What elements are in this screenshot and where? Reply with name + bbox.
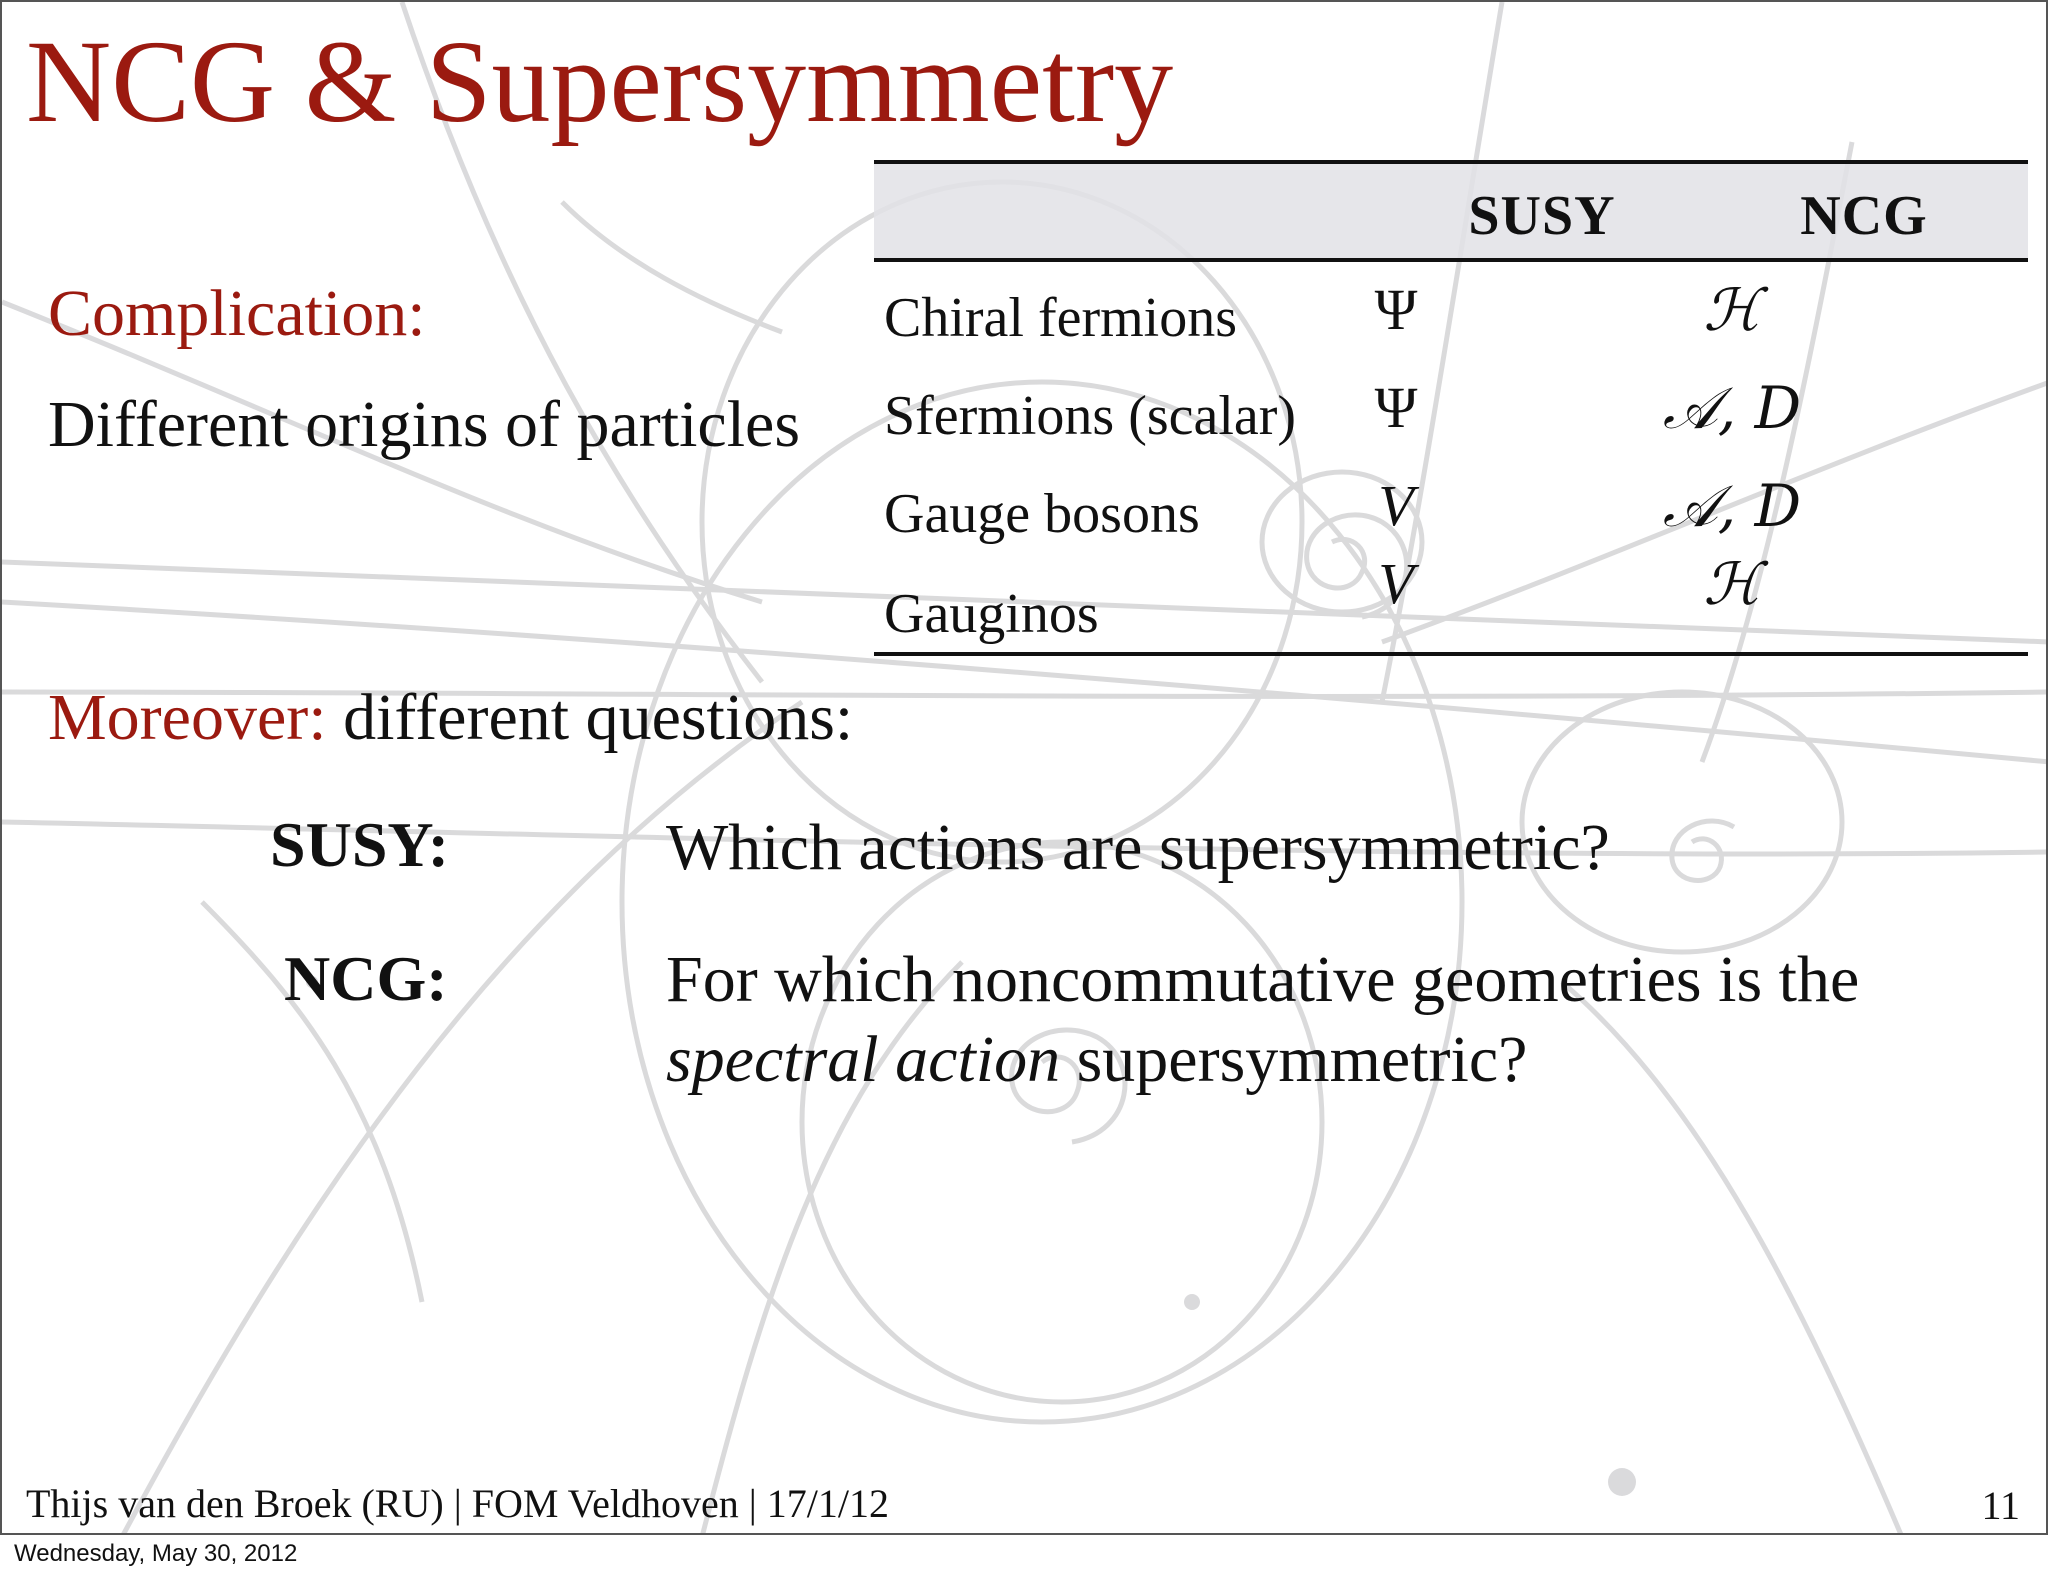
date-caption: Wednesday, May 30, 2012 (14, 1540, 298, 1567)
row-label: Chiral fermions (884, 287, 1238, 349)
susy-cell: Ψ (1374, 375, 1418, 440)
moreover-rest: different questions: (326, 681, 854, 754)
complication-heading: Complication: (48, 277, 426, 350)
susy-cell: Ψ (1374, 277, 1418, 342)
question-text-susy: Which actions are supersymmetric? (666, 811, 1610, 884)
slide-title: NCG & Supersymmetry (26, 16, 1174, 147)
table-header-susy: SUSY (1468, 185, 1616, 247)
row-label: Gauginos (884, 583, 1099, 645)
page-number: 11 (1981, 1483, 2020, 1528)
question-text-ncg-plain: For which noncommutative geometries is the (666, 943, 1860, 1016)
ncg-cell: 𝒜, D (1662, 374, 1802, 442)
complication-body: Different origins of particles (48, 388, 801, 461)
table-row (874, 550, 2028, 648)
table-row (874, 272, 2028, 370)
question-label-susy: SUSY: (270, 809, 450, 880)
table-header-ncg: NCG (1800, 185, 1928, 247)
row-label: Gauge bosons (884, 483, 1200, 545)
moreover-lead: Moreover: (48, 681, 327, 754)
table-header-rule (874, 258, 2028, 262)
table-bottom-rule (874, 652, 2028, 656)
ncg-cell: ℋ (1703, 276, 1761, 344)
moreover-line (48, 682, 853, 755)
question-text-ncg (666, 940, 2006, 1100)
susy-cell: V (1378, 551, 1414, 616)
row-label: Sfermions (scalar) (884, 385, 1297, 447)
ncg-cell: ℋ (1703, 550, 1761, 618)
table-header-row (874, 164, 2028, 258)
susy-cell: V (1378, 473, 1414, 538)
question-label-ncg: NCG: (284, 943, 448, 1014)
question-text-ncg-italic: spectral action (666, 1023, 1061, 1096)
slide-footer: Thijs van den Broek (RU) | FOM Veldhoven | 17/1/12 (26, 1481, 889, 1526)
ncg-cell: 𝒜, D (1662, 472, 1802, 540)
question-text-ncg-tail: supersymmetric? (1060, 1023, 1528, 1096)
table-row (874, 370, 2028, 468)
